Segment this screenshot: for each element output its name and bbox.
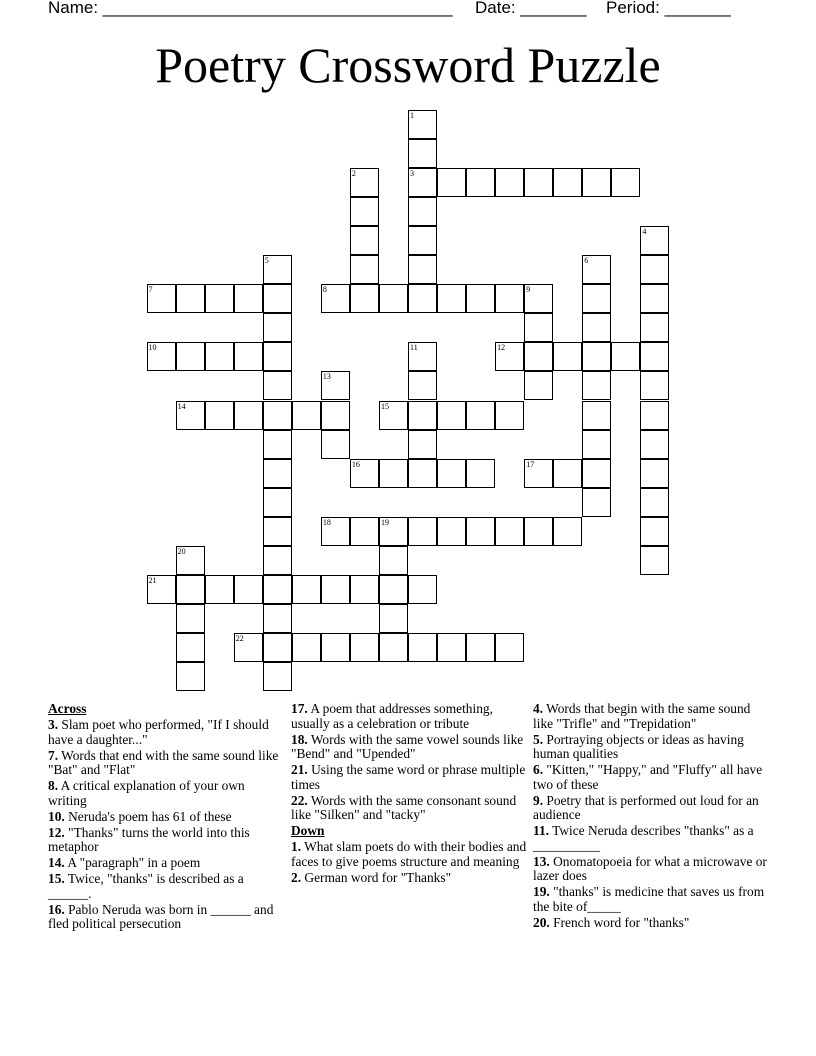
clue-text: Using the same word or phrase multiple times <box>291 762 526 792</box>
crossword-cell[interactable] <box>408 168 437 197</box>
crossword-cell[interactable] <box>408 575 437 604</box>
clue-number: 12. <box>48 824 65 840</box>
clue-number: 6. <box>533 762 544 778</box>
crossword-cell[interactable] <box>408 371 437 400</box>
cell-number: 7 <box>148 285 153 295</box>
crossword-cell[interactable] <box>379 459 408 488</box>
across-clue-list-continued <box>291 702 527 823</box>
clue-text: Twice Neruda describes "thanks" as a __________ <box>533 823 754 853</box>
clue-number: 22. <box>291 792 308 808</box>
crossword-cell[interactable] <box>292 633 321 662</box>
crossword-cell[interactable] <box>263 284 292 313</box>
crossword-cell[interactable] <box>582 430 611 459</box>
clue-number: 21. <box>291 762 308 778</box>
crossword-cell[interactable] <box>379 401 408 430</box>
crossword-cell[interactable] <box>582 488 611 517</box>
cell-number: 5 <box>264 256 269 266</box>
clue-text: Twice, "thanks" is described as a ______. <box>48 871 244 901</box>
crossword-cell[interactable] <box>466 401 495 430</box>
crossword-cell[interactable] <box>205 401 234 430</box>
clue-text: Onomatopoeia for what a microwave or lazer does <box>533 853 767 884</box>
clue-item <box>291 840 527 869</box>
crossword-cell[interactable] <box>379 284 408 313</box>
clue-number: 5. <box>533 731 544 747</box>
clue-item <box>533 855 769 884</box>
clue-number: 16. <box>48 901 65 917</box>
down-clue-list <box>291 840 527 885</box>
cell-number: 11 <box>410 343 418 353</box>
clues-column-1 <box>48 702 284 933</box>
crossword-cell[interactable] <box>408 197 437 226</box>
crossword-cell[interactable] <box>640 313 669 342</box>
clue-number: 20. <box>533 915 550 931</box>
crossword-cell[interactable] <box>321 517 350 546</box>
crossword-cell[interactable] <box>263 313 292 342</box>
crossword-cell[interactable] <box>495 168 524 197</box>
crossword-cell[interactable] <box>263 633 292 662</box>
crossword-cell[interactable] <box>263 662 292 691</box>
down-heading: Down <box>291 823 325 839</box>
crossword-cell[interactable] <box>408 110 437 139</box>
crossword-cell[interactable] <box>263 371 292 400</box>
clue-item <box>48 903 284 932</box>
crossword-cell[interactable] <box>292 401 321 430</box>
crossword-cell[interactable] <box>176 342 205 371</box>
clue-item <box>291 763 527 792</box>
crossword-cell[interactable] <box>350 517 379 546</box>
crossword-cell[interactable] <box>234 342 263 371</box>
clue-text: Neruda's poem has 61 of these <box>64 808 232 824</box>
clue-text: What slam poets do with their bodies and faces to give poems structure and meaning <box>291 839 527 869</box>
clue-text: Words that end with the same sound like "Bat" and "Flat" <box>48 747 279 778</box>
crossword-cell[interactable] <box>350 197 379 226</box>
date-field[interactable]: Date: _______ <box>475 0 587 17</box>
crossword-cell[interactable] <box>582 371 611 400</box>
clue-text: Poetry that is performed out loud for an audience <box>533 792 759 823</box>
across-clue-list <box>48 718 284 932</box>
cell-number: 1 <box>410 111 414 120</box>
crossword-cell[interactable] <box>524 459 553 488</box>
cell-number: 6 <box>584 256 589 266</box>
crossword-cell[interactable] <box>640 226 669 255</box>
crossword-cell[interactable] <box>263 488 292 517</box>
crossword-cell[interactable] <box>350 226 379 255</box>
crossword-cell[interactable] <box>147 284 176 313</box>
clue-item <box>48 718 284 747</box>
crossword-cell[interactable] <box>437 633 466 662</box>
crossword-cell[interactable] <box>263 459 292 488</box>
cell-number: 17 <box>526 459 535 469</box>
clue-number: 15. <box>48 871 65 887</box>
crossword-cell[interactable] <box>408 255 437 284</box>
crossword-cell[interactable] <box>640 284 669 313</box>
crossword-cell[interactable] <box>582 313 611 342</box>
crossword-cell[interactable] <box>234 284 263 313</box>
clue-text: German word for "Thanks" <box>301 869 452 885</box>
clues-column-2 <box>291 702 527 887</box>
clue-item <box>48 826 284 855</box>
cell-number: 16 <box>351 459 360 469</box>
crossword-cell[interactable] <box>640 255 669 284</box>
crossword-cell[interactable] <box>321 575 350 604</box>
crossword-cell[interactable] <box>321 430 350 459</box>
crossword-cell[interactable] <box>495 284 524 313</box>
crossword-cell[interactable] <box>350 255 379 284</box>
clues-column-3 <box>533 702 769 932</box>
crossword-cell[interactable] <box>350 284 379 313</box>
crossword-cell[interactable] <box>408 226 437 255</box>
crossword-cell[interactable] <box>408 342 437 371</box>
crossword-cell[interactable] <box>640 459 669 488</box>
crossword-cell[interactable] <box>350 168 379 197</box>
clue-item <box>48 856 284 871</box>
crossword-cell[interactable] <box>176 401 205 430</box>
crossword-cell[interactable] <box>234 401 263 430</box>
crossword-cell[interactable] <box>408 401 437 430</box>
crossword-cell[interactable] <box>408 459 437 488</box>
clue-item <box>291 871 527 886</box>
crossword-cell[interactable] <box>640 488 669 517</box>
clue-item <box>533 916 769 931</box>
clue-item <box>48 810 284 825</box>
clue-number: 9. <box>533 792 544 808</box>
clue-item <box>48 779 284 808</box>
crossword-cell[interactable] <box>524 371 553 400</box>
crossword-cell[interactable] <box>553 342 582 371</box>
clue-number: 1. <box>291 839 302 855</box>
crossword-cell[interactable] <box>495 401 524 430</box>
crossword-cell[interactable] <box>234 633 263 662</box>
clue-item <box>48 872 284 901</box>
clue-text: Portraying objects or ideas as having human qualities <box>533 731 744 762</box>
name-field[interactable]: Name: _____________________________________ <box>48 0 453 17</box>
crossword-cell[interactable] <box>553 168 582 197</box>
clue-text: A poem that addresses something, usually as a celebration or tribute <box>291 701 493 731</box>
crossword-cell[interactable] <box>321 401 350 430</box>
crossword-cell[interactable] <box>466 168 495 197</box>
crossword-cell[interactable] <box>582 168 611 197</box>
crossword-cell[interactable] <box>408 430 437 459</box>
clue-item <box>533 763 769 792</box>
crossword-cell[interactable] <box>582 342 611 371</box>
crossword-cell[interactable] <box>408 517 437 546</box>
crossword-cell[interactable] <box>466 459 495 488</box>
clue-item <box>48 749 284 778</box>
clue-item <box>291 733 527 762</box>
crossword-cell[interactable] <box>176 284 205 313</box>
clue-item <box>533 733 769 762</box>
cell-number: 18 <box>322 517 331 527</box>
crossword-cell[interactable] <box>582 255 611 284</box>
crossword-cell[interactable] <box>466 517 495 546</box>
crossword-cell[interactable] <box>379 546 408 575</box>
clue-text: A "paragraph" in a poem <box>64 855 201 871</box>
clue-text: French word for "thanks" <box>549 915 690 931</box>
crossword-cell[interactable] <box>292 575 321 604</box>
crossword-cell[interactable] <box>321 633 350 662</box>
clue-text: "thanks" is medicine that saves us from the bite of_____ <box>533 884 765 915</box>
clue-number: 2. <box>291 869 302 885</box>
crossword-cell[interactable] <box>640 371 669 400</box>
crossword-cell[interactable] <box>176 604 205 633</box>
crossword-cell[interactable] <box>350 459 379 488</box>
crossword-cell[interactable] <box>263 342 292 371</box>
clue-text: Words that begin with the same sound like "Trifle" and "Trepidation" <box>533 701 751 731</box>
clue-number: 13. <box>533 853 550 869</box>
crossword-cell[interactable] <box>495 633 524 662</box>
cell-number: 15 <box>380 401 389 411</box>
crossword-cell[interactable] <box>379 517 408 546</box>
cell-number: 9 <box>526 285 531 295</box>
crossword-cell[interactable] <box>263 575 292 604</box>
clue-text: Slam poet who performed, "If I should have a daughter..." <box>48 716 269 747</box>
clue-number: 17. <box>291 701 308 716</box>
cell-number: 20 <box>177 546 186 556</box>
crossword-cell[interactable] <box>379 633 408 662</box>
crossword-cell[interactable] <box>582 401 611 430</box>
crossword-cell[interactable] <box>640 546 669 575</box>
crossword-cell[interactable] <box>582 459 611 488</box>
crossword-cell[interactable] <box>437 401 466 430</box>
crossword-cell[interactable] <box>263 604 292 633</box>
clue-number: 8. <box>48 778 59 794</box>
clue-item <box>533 702 769 731</box>
clue-text: A critical explanation of your own writing <box>48 778 245 808</box>
cell-number: 12 <box>497 343 506 353</box>
crossword-cell[interactable] <box>640 401 669 430</box>
crossword-cell[interactable] <box>611 168 640 197</box>
crossword-cell[interactable] <box>553 517 582 546</box>
cell-number: 14 <box>177 401 186 411</box>
clue-text: "Thanks" turns the world into this metaphor <box>48 824 250 855</box>
crossword-cell[interactable] <box>553 459 582 488</box>
crossword-cell[interactable] <box>147 575 176 604</box>
clue-number: 18. <box>291 731 308 747</box>
crossword-cell[interactable] <box>408 284 437 313</box>
crossword-cell[interactable] <box>176 662 205 691</box>
cell-number: 2 <box>351 169 356 179</box>
crossword-cell[interactable] <box>350 633 379 662</box>
clue-number: 7. <box>48 747 59 763</box>
cell-number: 13 <box>322 372 331 382</box>
crossword-cell[interactable] <box>524 168 553 197</box>
clue-item <box>533 824 769 853</box>
crossword-cell[interactable] <box>495 517 524 546</box>
crossword-cell[interactable] <box>147 342 176 371</box>
crossword-cell[interactable] <box>234 575 263 604</box>
crossword-cell[interactable] <box>611 342 640 371</box>
crossword-cell[interactable] <box>437 459 466 488</box>
crossword-cell[interactable] <box>263 517 292 546</box>
crossword-cell[interactable] <box>263 255 292 284</box>
crossword-cell[interactable] <box>437 284 466 313</box>
clue-number: 10. <box>48 808 65 824</box>
crossword-cell[interactable] <box>640 517 669 546</box>
cell-number: 8 <box>322 285 327 295</box>
crossword-cell[interactable] <box>379 575 408 604</box>
clue-text: "Kitten," "Happy," and "Fluffy" all have two of these <box>533 762 763 792</box>
crossword-cell[interactable] <box>263 546 292 575</box>
crossword-cell[interactable] <box>408 633 437 662</box>
crossword-cell[interactable] <box>495 342 524 371</box>
crossword-cell[interactable] <box>466 284 495 313</box>
crossword-cell[interactable] <box>524 313 553 342</box>
crossword-cell[interactable] <box>321 284 350 313</box>
clue-number: 14. <box>48 855 65 871</box>
crossword-cell[interactable] <box>350 575 379 604</box>
student-info-header <box>48 0 768 22</box>
crossword-cell[interactable] <box>640 342 669 371</box>
clue-text: Words with the same consonant sound like "Silken" and "tacky" <box>291 792 517 823</box>
clue-item <box>533 794 769 823</box>
crossword-cell[interactable] <box>176 546 205 575</box>
down-clue-list-continued <box>533 702 769 931</box>
crossword-cell[interactable] <box>176 575 205 604</box>
crossword-cell[interactable] <box>263 430 292 459</box>
crossword-cell[interactable] <box>263 401 292 430</box>
crossword-cell[interactable] <box>437 168 466 197</box>
across-heading: Across <box>48 701 87 716</box>
crossword-cell[interactable] <box>640 430 669 459</box>
cell-number: 21 <box>148 575 157 585</box>
crossword-cell[interactable] <box>379 604 408 633</box>
crossword-cell[interactable] <box>437 517 466 546</box>
cell-number: 22 <box>235 633 244 643</box>
crossword-cell[interactable] <box>408 139 437 168</box>
clue-text: Pablo Neruda was born in ______ and fled political persecution <box>48 901 274 932</box>
crossword-cell[interactable] <box>176 633 205 662</box>
cell-number: 19 <box>380 517 389 527</box>
clue-item <box>291 702 527 731</box>
crossword-cell[interactable] <box>582 284 611 313</box>
crossword-cell[interactable] <box>205 284 234 313</box>
period-field[interactable]: Period: _______ <box>606 0 731 17</box>
clue-number: 19. <box>533 884 550 900</box>
crossword-cell[interactable] <box>466 633 495 662</box>
clue-number: 3. <box>48 716 59 732</box>
cell-number: 10 <box>148 343 157 353</box>
crossword-cell[interactable] <box>205 342 234 371</box>
clue-number: 11. <box>533 823 549 839</box>
clue-item <box>291 794 527 823</box>
crossword-cell[interactable] <box>524 517 553 546</box>
crossword-cell[interactable] <box>205 575 234 604</box>
crossword-cell[interactable] <box>524 342 553 371</box>
cell-number: 4 <box>642 227 647 237</box>
cell-number: 3 <box>410 169 414 179</box>
clue-text: Words with the same vowel sounds like "Bend" and "Upended" <box>291 731 524 762</box>
crossword-cell[interactable] <box>321 371 350 400</box>
clue-number: 4. <box>533 701 544 716</box>
crossword-cell[interactable] <box>524 284 553 313</box>
puzzle-title: Poetry Crossword Puzzle <box>155 37 661 93</box>
clue-item <box>533 885 769 914</box>
